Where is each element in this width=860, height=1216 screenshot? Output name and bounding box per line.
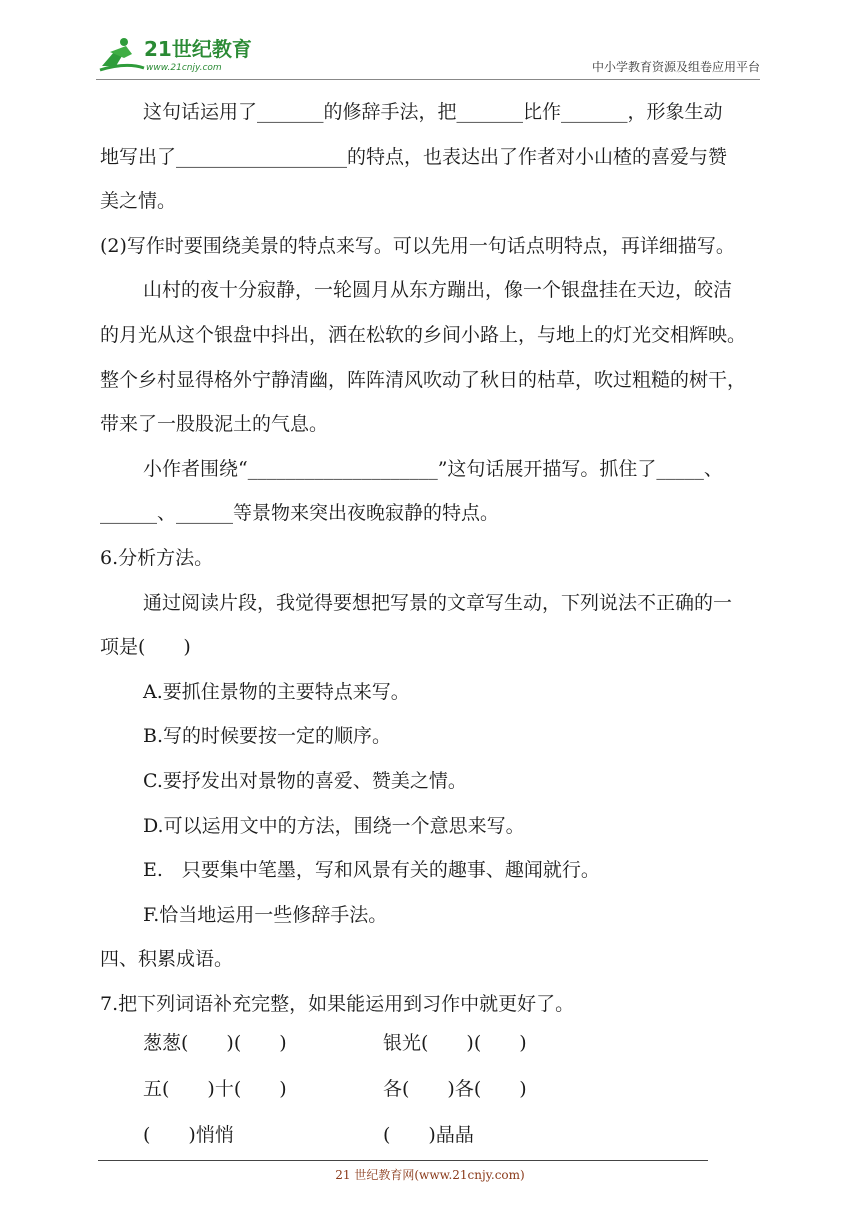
section-heading: 四、积累成语。 [100,948,234,971]
option-f: F.恰当地运用一些修辞手法。 [143,903,388,926]
text-line: 地写出了__________________的特点，也表达出了作者对小山楂的喜爱与赞 [100,145,728,168]
passage-line: 山村的夜十分寂静，一轮圆月从东方蹦出，像一个银盘挂在天边，皎洁 [143,279,733,302]
footer-text: 21 世纪教育网(www.21cnjy.com) [335,1168,525,1182]
header-platform-text: 中小学教育资源及组卷应用平台 [591,60,760,74]
runner-icon [100,38,144,70]
passage-line: 的月光从这个银盘中抖出，洒在松软的乡间小路上，与地上的灯光交相辉映。 [100,324,747,346]
idiom-item: 各( )各( ) [383,1078,527,1100]
text-line: 小作者围绕“____________________”这句话展开描写。抓住了_____、 [143,457,723,480]
question-heading: 7.把下列词语补充完整，如果能运用到习作中就更好了。 [100,993,575,1015]
idiom-item: 葱葱( )( ) [143,1032,287,1054]
passage-line: 整个乡村显得格外宁静清幽，阵阵清风吹动了秋日的枯草，吹过粗糙的树干， [100,368,747,391]
option-b: B.写的时候要按一定的顺序。 [143,725,392,748]
text-line: 这句话运用了_______的修辞手法，把_______比作_______，形象生动 [143,101,723,123]
text-line: 项是( ) [100,636,191,659]
option-a: A.要抓住景物的主要特点来写。 [143,680,410,703]
question-subheading: (2)写作时要围绕美景的特点来写。可以先用一句话点明特点，再详细描写。 [100,234,735,257]
option-e: E. 只要集中笔墨，写和风景有关的趣事、趣闻就行。 [143,859,600,882]
idiom-item: ( )悄悄 [143,1124,234,1146]
header-divider [96,79,760,80]
text-line: 美之情。 [100,190,177,213]
logo-url: www.21cnjy.com [146,63,222,73]
question-heading: 6.分析方法。 [100,547,214,569]
logo-text: 21世纪教育 [144,37,252,61]
idiom-item: 五( )十( ) [143,1078,287,1100]
option-c: C.要抒发出对景物的喜爱、赞美之情。 [143,770,467,792]
idiom-item: 银光( )( ) [383,1032,527,1054]
passage-line: 带来了一股股泥土的气息。 [100,413,329,436]
text-line: ______、______等景物来突出夜晚寂静的特点。 [100,502,500,525]
footer-divider [98,1160,708,1161]
page-header [96,28,760,78]
idiom-item: ( )晶晶 [383,1124,474,1146]
option-d: D.可以运用文中的方法，围绕一个意思来写。 [143,814,525,837]
text-line: 通过阅读片段，我觉得要想把写景的文章写生动，下列说法不正确的一 [143,591,733,614]
site-logo [96,32,266,74]
